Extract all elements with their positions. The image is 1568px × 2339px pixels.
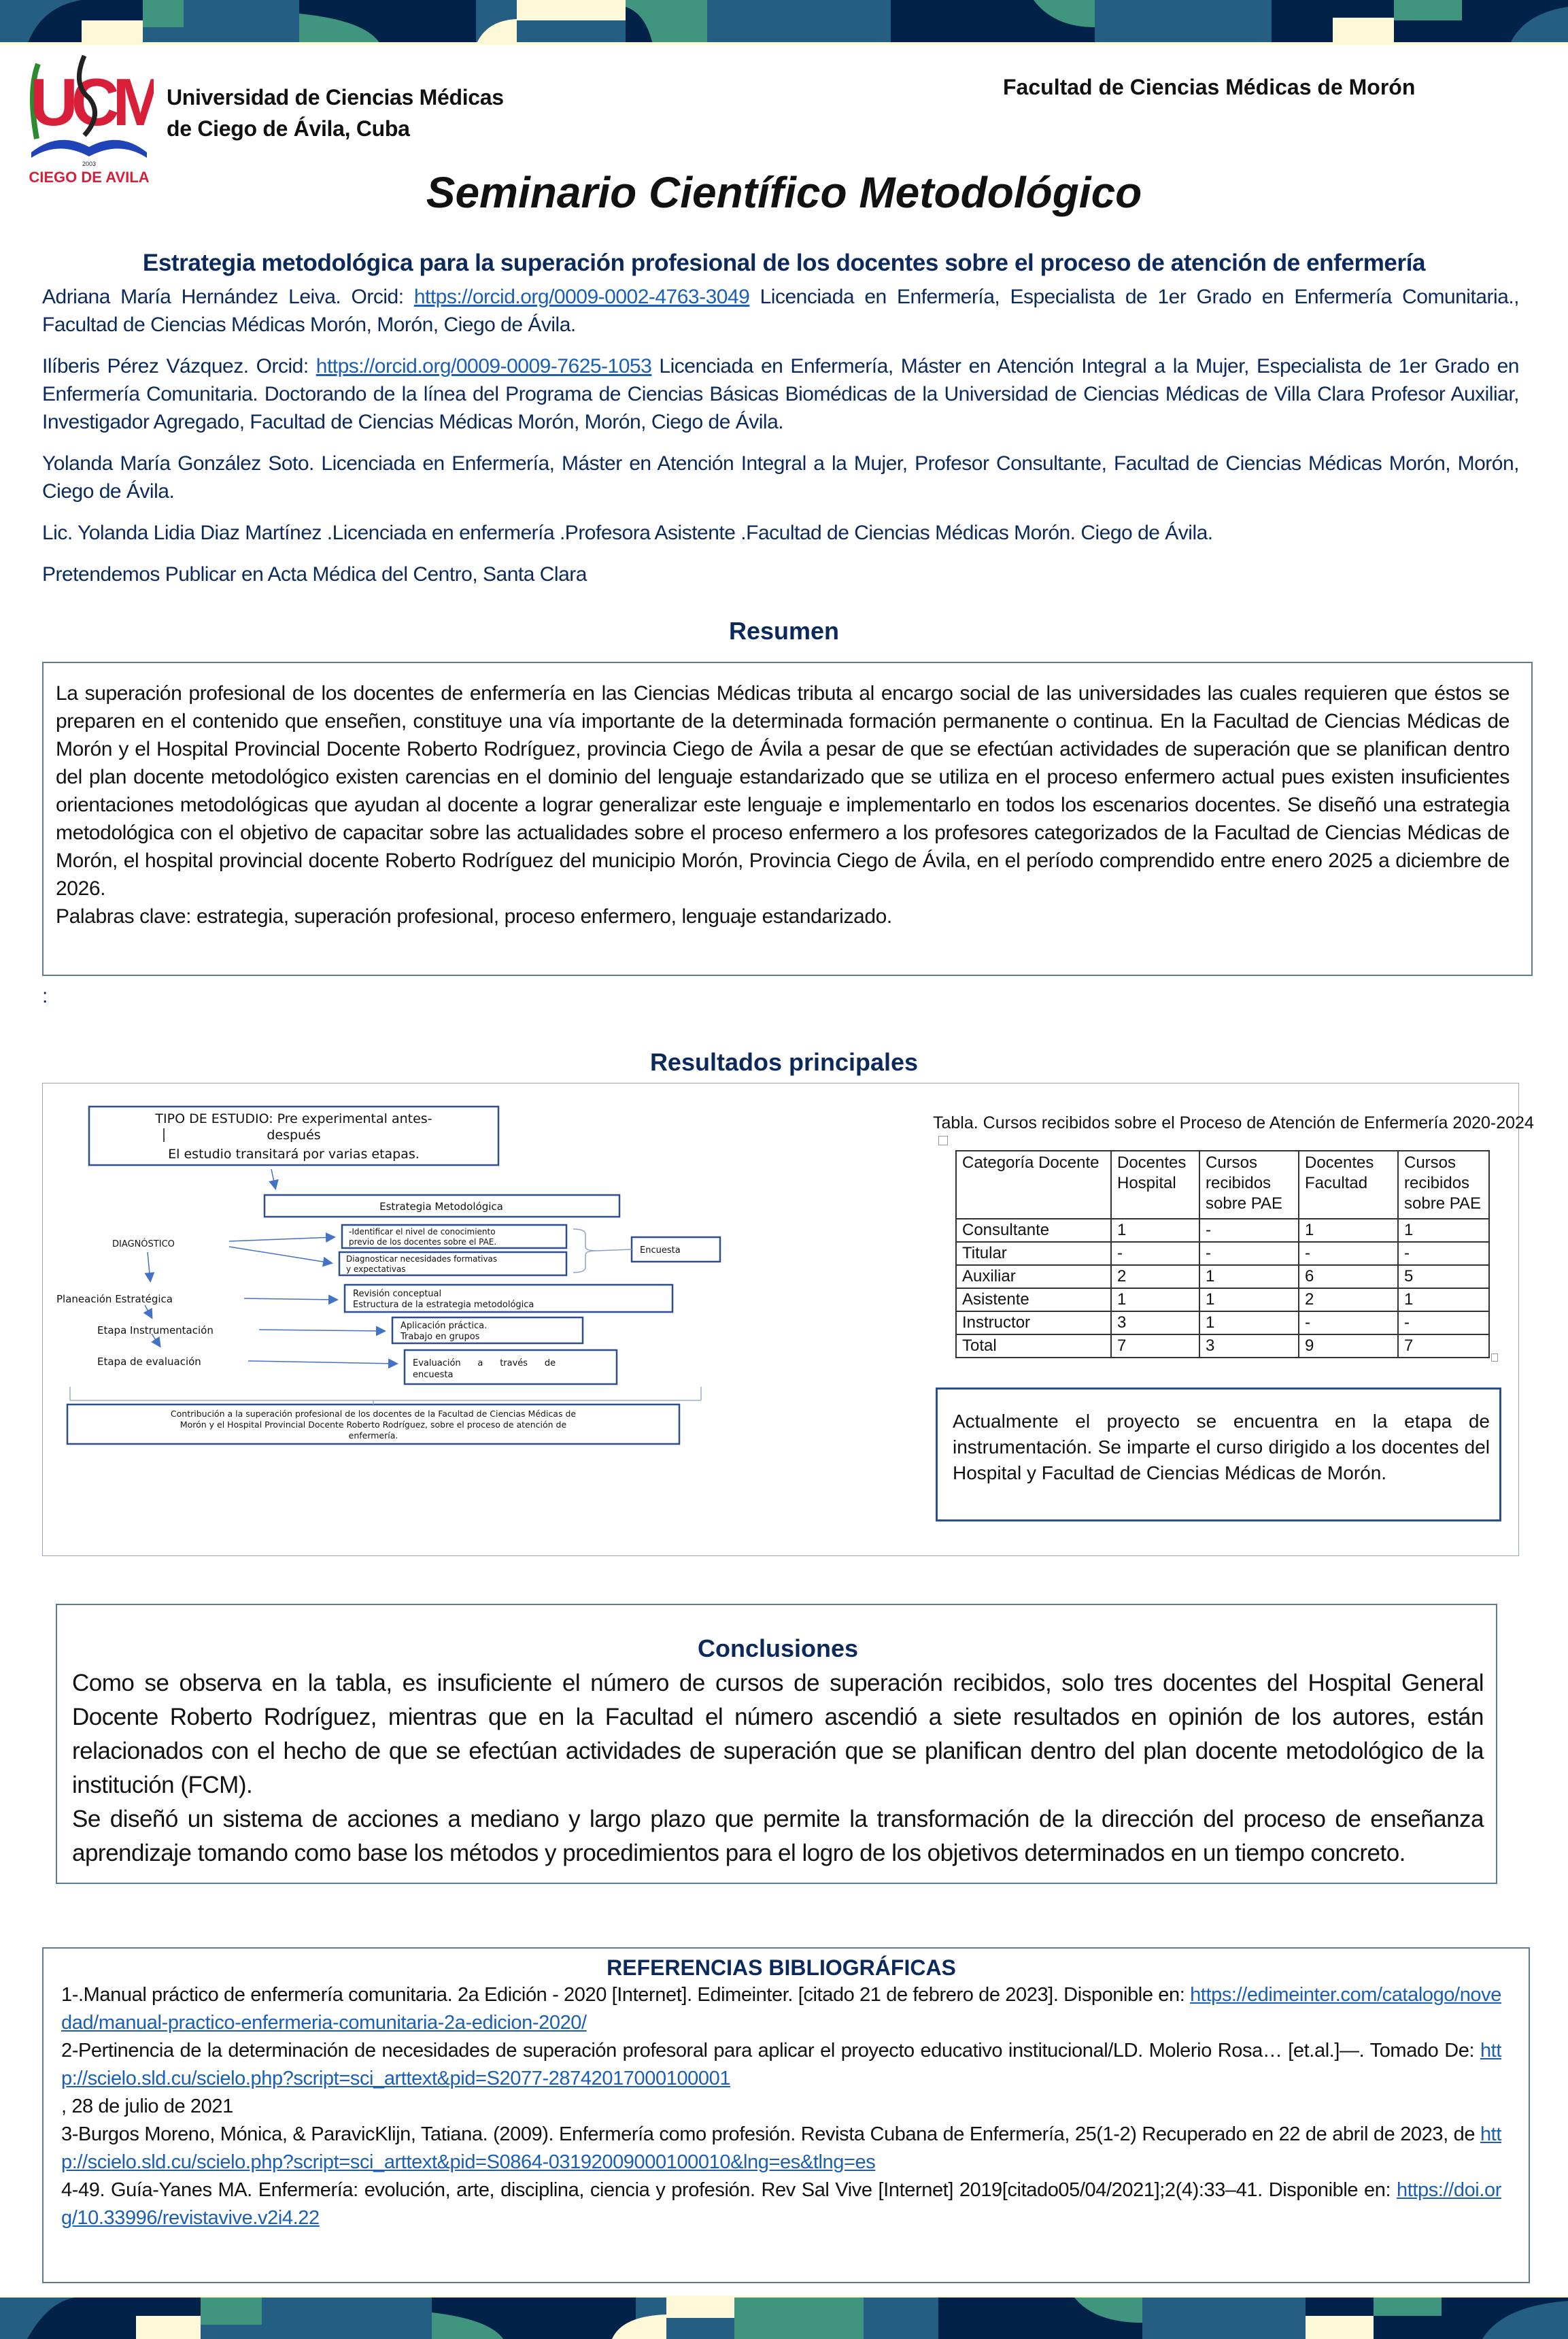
table-row [956, 1242, 1489, 1265]
table-cell: - [1299, 1242, 1398, 1265]
table-cell: 1 [1299, 1219, 1398, 1242]
reference-link[interactable]: http://scielo.sld.cu/scielo.php?script=sci_arttext&pid=S2077-28742017000100001 [61, 2040, 1501, 2089]
arrow-icon [259, 1330, 384, 1331]
row-category-cell: Auxiliar [956, 1265, 1111, 1288]
table-cell: - [1199, 1242, 1299, 1265]
review-text: Revisión conceptual [353, 1289, 442, 1299]
column-header: Docentes Facultad [1299, 1151, 1398, 1219]
table-row [956, 1288, 1489, 1311]
bracket-icon [70, 1387, 701, 1400]
instrumentation-label: Etapa Instrumentación [97, 1324, 214, 1336]
banner-pattern [0, 2295, 1568, 2339]
reference-item: 2-Pertinencia de la determinación de necesidades de superación profesoral para aplicar el proyecto educativo institucional/LD. Molerio Rosa… [et.al.]—. Tomado De: http://scielo.sld.cu/scielo.php?script=sci_arttext&pid=S2077-28742017000100001 [61, 2040, 1501, 2089]
table-cell: 7 [1398, 1334, 1489, 1358]
reference-link[interactable]: http://scielo.sld.cu/scielo.php?script=sci_arttext&pid=S0864-03192009000100010&lng=es&tlng=es [61, 2123, 1501, 2173]
table-cell: - [1111, 1242, 1199, 1265]
study-type-text: TIPO DE ESTUDIO: Pre experimental antes- [155, 1111, 432, 1126]
column-header: Cursos recibidos sobre PAE [1398, 1151, 1489, 1219]
table-cell: - [1398, 1311, 1489, 1334]
reference-item: 3-Burgos Moreno, Mónica, & ParavicKlijn, Tatiana. (2009). Enfermería como profesión. Revista Cubana de Enfermería, 25(1-2) Recuperado en 22 de abril de 2023, de http://scielo.sld.cu/scielo.php?script=sci_arttext&pid=S0864-03192009000100010&lng=es&tlng=es [61, 2123, 1501, 2173]
references-title: REFERENCIAS BIBLIOGRÁFICAS [607, 1955, 956, 1980]
bottom-decorative-banner [0, 2295, 1568, 2339]
table-cell: 9 [1299, 1334, 1398, 1358]
arrow-icon [248, 1361, 396, 1364]
table-row [956, 1311, 1489, 1334]
conclusion-paragraph: Como se observa en la tabla, es insuficiente el número de cursos de superación recibidos, solo tres docentes del Hospital General Docente Roberto Rodríguez, mientras que en la Facultad el número ascendió a siete resultados en opinión de los autores, están relacionados con el hecho de que se efectúan actividades de superación que se planifican dentro del plan docente metodológico de la institución (FCM). [72, 1670, 1484, 1798]
logo-year: 2003 [82, 161, 97, 167]
row-category-cell: Titular [956, 1242, 1111, 1265]
identify-text: previo de los docentes sobre el PAE. [349, 1237, 497, 1247]
reference-link[interactable]: https://edimeinter.com/catalogo/novedad/manual-practico-enfermeria-comunitaria-2a-edicion-2020/ [61, 1984, 1501, 2034]
university-name-line2: de Ciego de Ávila, Cuba [167, 116, 410, 141]
identify-text: -Identificar el nivel de conocimiento [349, 1227, 496, 1236]
column-header: Docentes Hospital [1111, 1151, 1199, 1219]
table-caption: Tabla. Cursos recibidos sobre el Proceso de Atención de Enfermería 2020-2024 [933, 1113, 1534, 1132]
faculty-name: Facultad de Ciencias Médicas de Morón [1003, 75, 1416, 99]
review-text: Estructura de la estrategia metodológica [353, 1300, 534, 1310]
column-header: Categoría Docente [956, 1151, 1111, 1219]
table-cell: 1 [1199, 1311, 1299, 1334]
table-cell: 2 [1299, 1288, 1398, 1311]
author-entry: Yolanda María González Soto. Licenciada en Enfermería, Máster en Atención Integral a la Mujer, Profesor Consultante, Facultad de Ciencias Médicas Morón, Morón, Ciego de Ávila. [42, 452, 1519, 503]
project-status-box: Actualmente el proyecto se encuentra en la etapa de instrumentación. Se imparte el curso dirigido a los docentes del Hospital y Facultad de Ciencias Médicas de Morón. [936, 1387, 1501, 1521]
author-entry: Ilíberis Pérez Vázquez. Orcid: https://orcid.org/0009-0009-7625-1053 Licenciada en Enfermería, Máster en Atención Integral a la Mujer, Especialista de 1er Grado en Enfermería Comunitaria. Doctorando de la línea del Programa de Ciencias Básicas Biomédicas de la Universidad de Ciencias Médicas de Villa Clara Profesor Auxiliar, Investigador Agregado, Facultad de Ciencias Médicas Morón, Morón, Ciego de Ávila. [42, 355, 1519, 433]
reference-item: 4-49. Guía-Yanes MA. Enfermería: evolución, arte, disciplina, ciencia y profesión. Rev Sal Vive [Internet] 2019[citado05/04/2021];2(4):33–41. Disponible en: https://doi.org/10.33996/revistavive.v2i4.22 [61, 2179, 1501, 2229]
contribution-text: enfermería. [348, 1430, 398, 1441]
table-cell: - [1199, 1219, 1299, 1242]
evaluation-text: encuesta [413, 1370, 454, 1380]
author-entry: Adriana María Hernández Leiva. Orcid: https://orcid.org/0009-0002-4763-3049 Licenciada en Enfermería, Especialista de 1er Grado en Enfermería Comunitaria., Facultad de Ciencias Médicas Morón, Morón, Ciego de Ávila. [42, 286, 1519, 336]
table-cell: 1 [1111, 1288, 1199, 1311]
table-cell: 2 [1111, 1265, 1199, 1288]
table-cell: 6 [1299, 1265, 1398, 1288]
table-cell: 1 [1199, 1265, 1299, 1288]
reference-item: , 28 de julio de 2021 [61, 2096, 233, 2117]
arrow-icon [145, 1305, 152, 1317]
arrow-icon [148, 1252, 150, 1281]
logo-caption: CIEGO DE AVILA [29, 169, 150, 184]
arrow-icon [229, 1237, 334, 1241]
contribution-text: Morón y el Hospital Provincial Docente Roberto Rodríguez, sobre el proceso de atención de [180, 1419, 567, 1430]
references-box [42, 1947, 1530, 2283]
arrow-icon [244, 1298, 337, 1300]
university-name-line1: Universidad de Ciencias Médicas [167, 85, 504, 110]
row-category-cell: Total [956, 1334, 1111, 1358]
orcid-link[interactable]: https://orcid.org/0009-0009-7625-1053 [316, 355, 652, 377]
logo-ucm-letters: UCM [30, 65, 154, 139]
table-row [956, 1265, 1489, 1288]
planning-label: Planeación Estratégica [56, 1293, 173, 1305]
column-header: Cursos recibidos sobre PAE [1199, 1151, 1299, 1219]
table-cell: 7 [1111, 1334, 1199, 1358]
table-cell: - [1299, 1311, 1398, 1334]
arrow-icon [271, 1169, 275, 1188]
evaluation-text: Evaluación a través de [413, 1358, 556, 1368]
diagnosis-label: DIAGNÓSTICO [112, 1239, 175, 1249]
study-type-text: El estudio transitará por varias etapas. [168, 1147, 420, 1162]
top-decorative-banner [0, 0, 1568, 45]
table-header-row [956, 1151, 1489, 1219]
brace-icon [573, 1229, 596, 1273]
reference-link[interactable]: https://doi.org/10.33996/revistavive.v2i4.22 [61, 2179, 1501, 2229]
row-category-cell: Asistente [956, 1288, 1111, 1311]
results-title: Resultados principales [649, 1048, 919, 1076]
conclusions-box [56, 1604, 1497, 1884]
publication-note: Pretendemos Publicar en Acta Médica del Centro, Santa Clara [42, 563, 587, 586]
abstract-body: La superación profesional de los docentes de enfermería en las Ciencias Médicas tributa al encargo social de las universidades las cuales requieren que éstos se preparen en el contenido que enseñen, constituye una vía importante de la determinada formación permanente o continua. En la Facultad de Ciencias Médicas de Morón y el Hospital Provincial Docente Roberto Rodríguez, provincia Ciego de Ávila a pesar de que se efectúan actividades de superación que se planifican dentro del plan docente metodológico existen carencias en el dominio del lenguaje estandarizado que se utiliza en el proceso enfermero actual pues existen insuficientes orientaciones metodológicas que ayudan al docente a lograr generalizar este lenguaje e implementarlo en todos los escenarios docentes. Se diseñó una estrategia metodológica con el objetivo de capacitar sobre las actualidades sobre el proceso enfermero a los profesores categorizados de la Facultad de Ciencias Médicas de Morón, el hospital provincial docente Roberto Rodríguez del municipio Morón, Provincia Ciego de Ávila, en el período comprendido entre enero 2025 a diciembre de 2026. [56, 682, 1510, 900]
conclusions-title: Conclusiones [697, 1634, 859, 1662]
abstract-keywords: Palabras clave: estrategia, superación profesional, proceso enfermero, lenguaje estandarizado. [56, 905, 892, 928]
table-cell: 1 [1111, 1219, 1199, 1242]
row-category-cell: Instructor [956, 1311, 1111, 1334]
evaluation-label: Etapa de evaluación [97, 1356, 201, 1368]
table-cell: 1 [1398, 1288, 1489, 1311]
banner-pattern [0, 0, 1568, 45]
table-cell: 3 [1199, 1334, 1299, 1358]
orcid-link[interactable]: https://orcid.org/0009-0002-4763-3049 [413, 286, 750, 308]
row-category-cell: Consultante [956, 1219, 1111, 1242]
table-body [956, 1219, 1489, 1358]
author-entry: Lic. Yolanda Lidia Diaz Martínez .Licenciada en enfermería .Profesora Asistente .Facultad de Ciencias Médicas Morón. Ciego de Ávila. [42, 522, 1213, 544]
reference-item: 1-.Manual práctico de enfermería comunitaria. 2a Edición - 2020 [Internet]. Edimeinter. [citado 21 de febrero de 2023]. Disponible en: https://edimeinter.com/catalogo/novedad/manual-practico-enfermeria-comunitaria-2a-edicion-2020/ [61, 1984, 1501, 2034]
table-resize-handle-icon[interactable] [1491, 1353, 1498, 1362]
table-row [956, 1219, 1489, 1242]
table-row [956, 1334, 1489, 1358]
conclusion-paragraph: Se diseñó un sistema de acciones a mediano y largo plazo que permite la transformación de la dirección del proceso de enseñanza aprendizaje tomando como base los métodos y procedimientos para el logro de los objetivos determinados en un tiempo concreto. [72, 1806, 1484, 1866]
stray-colon: : [42, 985, 48, 1007]
poster-subtitle: Estrategia metodológica para la superación profesional de los docentes sobre el proceso de atención de enfermería [142, 250, 1426, 276]
table-cell: 3 [1111, 1311, 1199, 1334]
table-cell: 5 [1398, 1265, 1489, 1288]
strategy-text: Estrategia Metodológica [379, 1200, 503, 1213]
table-cell: - [1398, 1242, 1489, 1265]
table-cell: 1 [1199, 1288, 1299, 1311]
university-name [167, 82, 504, 144]
needs-text: Diagnosticar necesidades formativas [346, 1254, 498, 1264]
contribution-text: Contribución a la superación profesional de los docentes de la Facultad de Ciencias Médicas de [170, 1409, 577, 1419]
abstract-box [42, 662, 1533, 976]
page-title: Seminario Científico Metodológico [426, 168, 1142, 217]
practice-text: Trabajo en grupos [400, 1332, 480, 1342]
table-cell: 1 [1398, 1219, 1489, 1242]
practice-text: Aplicación práctica. [400, 1321, 488, 1331]
courses-table [955, 1150, 1490, 1358]
arrow-icon [229, 1247, 331, 1263]
table-move-handle-icon[interactable] [938, 1136, 948, 1145]
needs-text: y expectativas [346, 1264, 406, 1274]
survey-text: Encuesta [640, 1245, 681, 1256]
study-type-text: después [267, 1128, 321, 1143]
abstract-title: Resumen [728, 617, 840, 645]
methodology-flowchart [43, 1083, 900, 1557]
authors-section [42, 283, 1519, 588]
